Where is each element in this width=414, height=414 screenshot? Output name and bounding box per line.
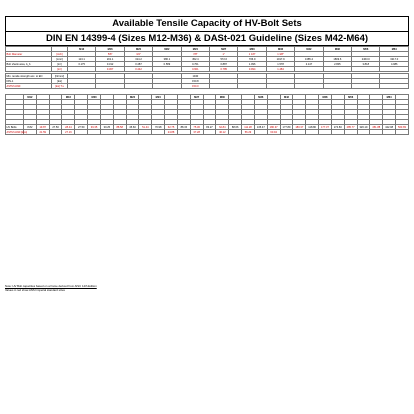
size-header-m22: M22 bbox=[153, 47, 181, 52]
hv-bolt-value: 111.28 bbox=[242, 125, 255, 130]
a490-value bbox=[113, 130, 126, 135]
row-value: 7/8" bbox=[181, 52, 209, 57]
tensile-label: DIN-1 bbox=[6, 79, 52, 84]
hv-bolt-value: 88.58 bbox=[113, 125, 126, 130]
row-label: Bolt shank area, A_b bbox=[6, 62, 52, 67]
spreadsheet bbox=[5, 16, 409, 135]
cap-size-header: M56 bbox=[344, 95, 357, 100]
row-value: 1" bbox=[210, 52, 238, 57]
row-value bbox=[352, 67, 380, 72]
a490-value bbox=[49, 130, 62, 135]
cap-size-header: M12 bbox=[24, 95, 37, 100]
size-header-m36: M36 bbox=[266, 47, 294, 52]
tensile-cell bbox=[238, 84, 266, 89]
hv-bolts-label: HV Bolts bbox=[6, 125, 24, 130]
cap-size-header: M24 bbox=[152, 95, 165, 100]
hv-bolt-value: 75.30 bbox=[190, 125, 203, 130]
hv-bolt-value: 451.88 bbox=[370, 125, 383, 130]
a490-value bbox=[370, 130, 383, 135]
cap-size-header: M20 bbox=[88, 95, 101, 100]
hv-bolt-value: 177.37 bbox=[319, 125, 332, 130]
size-header-m48: M48 bbox=[323, 47, 351, 52]
size-header-m42: M42 bbox=[295, 47, 323, 52]
tensile-cell bbox=[266, 84, 294, 89]
size-header-m12: M12 bbox=[68, 47, 96, 52]
cap-size-header: M16 bbox=[62, 95, 75, 100]
a490-value bbox=[88, 130, 101, 135]
hv-bolt-value: 135.47 bbox=[254, 125, 267, 130]
row-value: 0.601 bbox=[181, 67, 209, 72]
a490-value bbox=[396, 130, 409, 135]
row-value: 1809.6 bbox=[323, 57, 351, 62]
hv-bolt-value: 118.80 bbox=[306, 125, 319, 130]
tensile-cell bbox=[210, 84, 238, 89]
a490-value bbox=[331, 130, 344, 135]
a490-value bbox=[75, 130, 88, 135]
upper-row bbox=[6, 67, 409, 72]
size-header-m20: M20 bbox=[124, 47, 152, 52]
cap-size-header: M64 bbox=[383, 95, 396, 100]
hv-bolt-value: 70.98 bbox=[152, 125, 165, 130]
row-value: 1 3/8" bbox=[266, 52, 294, 57]
size-header-m64: M64 bbox=[380, 47, 409, 52]
hv-bolt-value: 45.60 bbox=[126, 125, 139, 130]
row-value: 1.578 bbox=[266, 62, 294, 67]
tensile-cell bbox=[68, 84, 96, 89]
a490-value: 37.28 bbox=[190, 130, 203, 135]
row-value: 0.589 bbox=[153, 62, 181, 67]
hv-bolt-value: 563.83 bbox=[396, 125, 409, 130]
hv-bolt-value: 88.15 bbox=[177, 125, 190, 130]
tensile-cell bbox=[295, 84, 323, 89]
a490-value bbox=[306, 130, 319, 135]
hv-bolt-value: 62.75 bbox=[165, 125, 178, 130]
a490-value bbox=[357, 130, 370, 135]
size-header-m30: M30 bbox=[238, 47, 266, 52]
hv-bolt-value: 422.08 bbox=[383, 125, 396, 130]
tensile-cell: 150.0 bbox=[181, 84, 209, 89]
hv-bolt-value: 180.37 bbox=[293, 125, 306, 130]
row-value: 2.147 bbox=[295, 62, 323, 67]
hv-bolt-value: 27.50 bbox=[49, 125, 62, 130]
tensile-cell: 150.8 bbox=[181, 79, 209, 84]
hv-bolt-value: 39.35 bbox=[88, 125, 101, 130]
tensile-unit: [ksi] T.s bbox=[52, 84, 68, 89]
row-value: 0.175 bbox=[68, 62, 96, 67]
tensile-cell bbox=[124, 84, 152, 89]
hv-bolt-value: 177.89 bbox=[280, 125, 293, 130]
a490-value bbox=[254, 130, 267, 135]
upper-table bbox=[5, 46, 409, 72]
note-2: Values in red show ANSI imperial standard sizes bbox=[5, 287, 65, 292]
a490-value bbox=[229, 130, 242, 135]
row-value: 0.785 bbox=[210, 67, 238, 72]
tensile-cell bbox=[352, 84, 380, 89]
row-value: 0.487 bbox=[124, 62, 152, 67]
row-value: 0.312 bbox=[96, 62, 124, 67]
tensile-label: ASTM A490 bbox=[6, 84, 52, 89]
a490-value bbox=[293, 130, 306, 135]
row-value: 1 1/8" bbox=[238, 52, 266, 57]
a490-value bbox=[280, 130, 293, 135]
row-value: 0.307 bbox=[96, 67, 124, 72]
row-value: 314.2 bbox=[124, 57, 152, 62]
a490-value: 56.29 bbox=[242, 130, 255, 135]
row-value: 113.1 bbox=[68, 57, 96, 62]
tensile-label: Min. tensile strength acc. to EN bbox=[6, 74, 52, 79]
row-value bbox=[323, 67, 351, 72]
capacity-table bbox=[5, 94, 409, 135]
row-unit: [in²] bbox=[52, 67, 68, 72]
a490-value bbox=[152, 130, 165, 135]
row-value: 0.887 bbox=[210, 62, 238, 67]
a490-value: 21.59 bbox=[36, 130, 49, 135]
hv-bolt-value: 274.83 bbox=[331, 125, 344, 130]
a490-value bbox=[344, 130, 357, 135]
row-value: 4.986 bbox=[380, 62, 409, 67]
a490-value: 24.88 bbox=[165, 130, 178, 135]
tensile-cell bbox=[96, 84, 124, 89]
hv-bolt-value: 326.19 bbox=[357, 125, 370, 130]
tensile-cell bbox=[323, 84, 351, 89]
hv-bolt-value: 62.84 bbox=[216, 125, 229, 130]
row-value: 2.805 bbox=[323, 62, 351, 67]
hv-bolt-value: 51.44 bbox=[139, 125, 152, 130]
tensile-row bbox=[6, 84, 409, 89]
row-unit: [mm²] bbox=[52, 57, 68, 62]
row-value bbox=[380, 67, 409, 72]
row-value: 0.994 bbox=[238, 67, 266, 72]
a490-value bbox=[203, 130, 216, 135]
a490-value: 60.94 bbox=[267, 130, 280, 135]
hv-bolt-value: 8.82 bbox=[24, 125, 37, 130]
cap-size-header: M30 bbox=[216, 95, 229, 100]
cap-size-header: M27 bbox=[190, 95, 203, 100]
row-value: 3/4" bbox=[124, 52, 152, 57]
hv-bolt-value: 180.37 bbox=[267, 125, 280, 130]
a490-value bbox=[177, 130, 190, 135]
size-header-m24: M24 bbox=[181, 47, 209, 52]
a490-label: ASTM A490 [kips] bbox=[6, 130, 28, 134]
row-value: 452.4 bbox=[181, 57, 209, 62]
tensile-cell bbox=[380, 84, 409, 89]
title-block bbox=[5, 16, 409, 46]
row-value: 1.484 bbox=[266, 67, 294, 72]
min-tensile-table bbox=[5, 73, 409, 89]
notes bbox=[5, 285, 97, 292]
row-value: 201.1 bbox=[96, 57, 124, 62]
hv-bolt-value: 30.25 bbox=[100, 125, 113, 130]
row-value: 380.1 bbox=[153, 57, 181, 62]
a490-value bbox=[100, 130, 113, 135]
row-value: 3.818 bbox=[352, 62, 380, 67]
row-value: 1017.9 bbox=[266, 57, 294, 62]
cap-size-header: M22 bbox=[126, 95, 139, 100]
note-1: Note: HV Bolt capacities based on a frame derived from AISC 14th Edition bbox=[5, 284, 97, 288]
row-value: 0.701 bbox=[181, 62, 209, 67]
row-value bbox=[153, 67, 181, 72]
a490-value: 27.16 bbox=[62, 130, 75, 135]
row-value: 1385.4 bbox=[295, 57, 323, 62]
row-value: 0.442 bbox=[124, 67, 152, 72]
row-value: 5/8" bbox=[96, 52, 124, 57]
hv-bolt-value: 19.87 bbox=[36, 125, 49, 130]
hv-bolt-value: 27.50 bbox=[75, 125, 88, 130]
row-value: 1.096 bbox=[238, 62, 266, 67]
a490-value bbox=[126, 130, 139, 135]
hv-bolt-value: 28.44 bbox=[62, 125, 75, 130]
a490-value: 46.12 bbox=[216, 130, 229, 135]
a490-value bbox=[139, 130, 152, 135]
title-line-2: DIN EN 14399-4 (Sizes M12-M36) & DASt-021 Guideline (Sizes M42-M64) bbox=[6, 31, 408, 45]
cap-a490-row bbox=[6, 130, 409, 135]
hv-bolt-value: 88.66 bbox=[229, 125, 242, 130]
size-header-m56: M56 bbox=[352, 47, 380, 52]
row-label bbox=[6, 67, 52, 72]
tensile-cell: 1040 bbox=[181, 74, 209, 79]
size-header-m27: M27 bbox=[210, 47, 238, 52]
row-unit: [inch] bbox=[52, 52, 68, 57]
cap-size-header: M42 bbox=[280, 95, 293, 100]
tensile-unit: [N/mm²] bbox=[52, 74, 68, 79]
a490-value bbox=[319, 130, 332, 135]
row-unit: [in²] bbox=[52, 62, 68, 67]
row-value: 3217.0 bbox=[380, 57, 409, 62]
row-value bbox=[68, 67, 96, 72]
tensile-unit: [ksi] bbox=[52, 79, 68, 84]
row-value: 2463.0 bbox=[352, 57, 380, 62]
cap-size-header: M36 bbox=[254, 95, 267, 100]
a490-value bbox=[383, 130, 396, 135]
cap-size-header: M48 bbox=[319, 95, 332, 100]
row-value: 572.6 bbox=[210, 57, 238, 62]
title-line-1: Available Tensile Capacity of HV-Bolt Sets bbox=[112, 18, 302, 29]
hv-bolt-value: 83.27 bbox=[203, 125, 216, 130]
row-label: Bolt Diameter bbox=[6, 52, 52, 57]
row-value bbox=[295, 67, 323, 72]
hv-bolt-value: 285.77 bbox=[344, 125, 357, 130]
tensile-cell bbox=[153, 84, 181, 89]
size-header-m16: M16 bbox=[96, 47, 124, 52]
row-value: 706.9 bbox=[238, 57, 266, 62]
